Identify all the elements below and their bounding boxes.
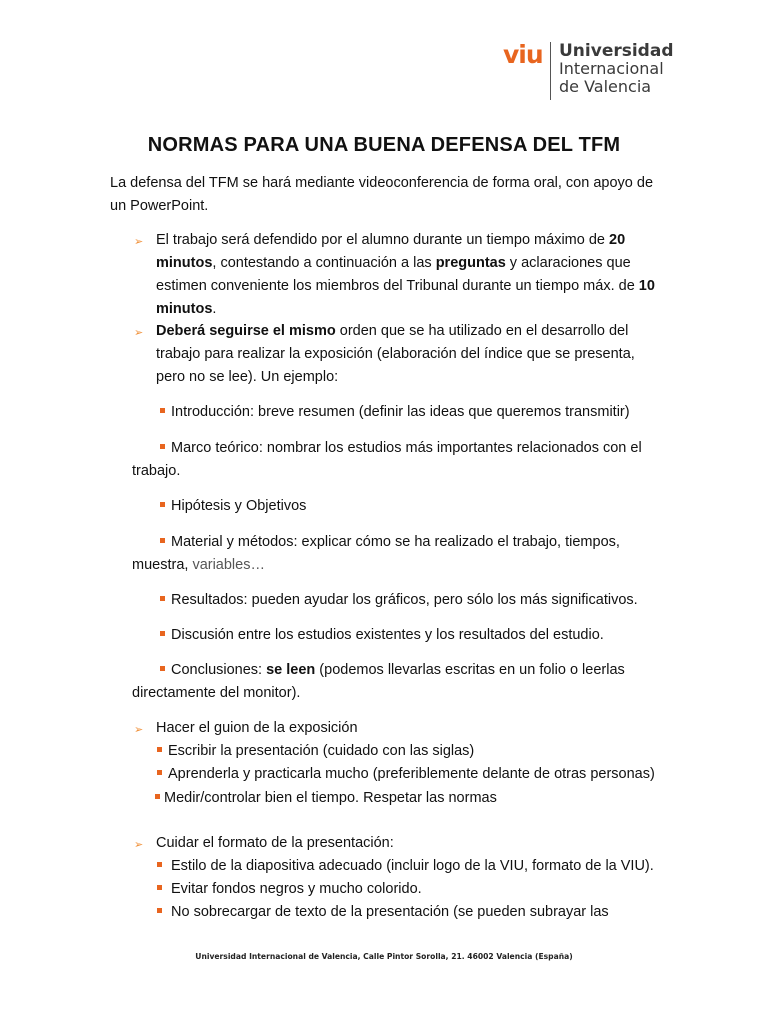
list-item-guion: Hacer el guion de la exposición: [156, 720, 358, 736]
square-bullet-icon: [160, 444, 165, 449]
logo-line-3: de Valencia: [559, 77, 652, 96]
list-item-order: Deberá seguirse el mismo orden que se ha utilizado en el desarrollo del trabajo para realizar la exposición (elaboración del índice que se presenta, pero no se lee). Un ejemplo:: [156, 323, 635, 385]
list-item-bullet: Escribir la presentación (cuidado con las siglas): [157, 740, 474, 763]
example-material-metodos: Material y métodos: explicar cómo se ha realizado el trabajo, tiempos, muestra, variables…: [132, 534, 620, 573]
square-bullet-icon: [155, 794, 160, 799]
arrow-bullet-icon: ➢: [134, 236, 144, 248]
intro-paragraph: La defensa del TFM se hará mediante videoconferencia de forma oral, con apoyo de un PowerPoint.: [110, 175, 654, 214]
square-bullet-icon: [160, 666, 165, 671]
page-footer: Universidad Internacional de Valencia, Calle Pintor Sorolla, 21. 46002 Valencia (España): [195, 952, 573, 961]
list-item-bullet: Evitar fondos negros y mucho colorido.: [157, 878, 422, 901]
square-bullet-icon: [157, 747, 162, 752]
logo-line-1: Universidad: [559, 41, 674, 61]
arrow-bullet-icon: ➢: [134, 724, 144, 736]
logo-line-2: Internacional: [559, 59, 664, 78]
arrow-bullet-icon: ➢: [134, 839, 144, 851]
list-item-bullet: Medir/controlar bien el tiempo. Respetar las normas: [155, 787, 497, 810]
list-item-formato: Cuidar el formato de la presentación:: [156, 835, 394, 851]
example-introduccion: Introducción: breve resumen (definir las ideas que queremos transmitir): [132, 401, 662, 424]
square-bullet-icon: [157, 862, 162, 867]
example-discusion: Discusión entre los estudios existentes y los resultados del estudio.: [132, 624, 662, 647]
square-bullet-icon: [160, 538, 165, 543]
square-bullet-icon: [160, 408, 165, 413]
list-item-defense-time: El trabajo será defendido por el alumno durante un tiempo máximo de 20 minutos, contestando a continuación a las preguntas y aclaraciones que estimen conveniente los miembros del Tribunal durante un tiempo máx. de 10 minutos.: [156, 232, 655, 317]
square-bullet-icon: [157, 885, 162, 890]
logo-text: [559, 42, 673, 96]
square-bullet-icon: [160, 502, 165, 507]
square-bullet-icon: [160, 631, 165, 636]
arrow-bullet-icon: ➢: [134, 327, 144, 339]
example-marco-teorico: Marco teórico: nombrar los estudios más importantes relacionados con el trabajo.: [132, 440, 642, 479]
page-title: NORMAS PARA UNA BUENA DEFENSA DEL TFM: [147, 134, 621, 156]
example-conclusiones: Conclusiones: se leen (podemos llevarlas escritas en un folio o leerlas directamente del monitor).: [132, 662, 625, 701]
square-bullet-icon: [160, 596, 165, 601]
example-hipotesis: Hipótesis y Objetivos: [132, 495, 662, 518]
list-item-bullet: No sobrecargar de texto de la presentación (se pueden subrayar las: [157, 901, 609, 924]
example-resultados: Resultados: pueden ayudar los gráficos, pero sólo los más significativos.: [132, 589, 662, 612]
square-bullet-icon: [157, 908, 162, 913]
list-item-bullet: Aprenderla y practicarla mucho (preferiblemente delante de otras personas): [157, 763, 655, 786]
logo-divider: [550, 42, 551, 100]
list-item-bullet: Estilo de la diapositiva adecuado (incluir logo de la VIU, formato de la VIU).: [157, 855, 654, 878]
square-bullet-icon: [157, 770, 162, 775]
viu-logo-mark: viu: [503, 40, 543, 69]
